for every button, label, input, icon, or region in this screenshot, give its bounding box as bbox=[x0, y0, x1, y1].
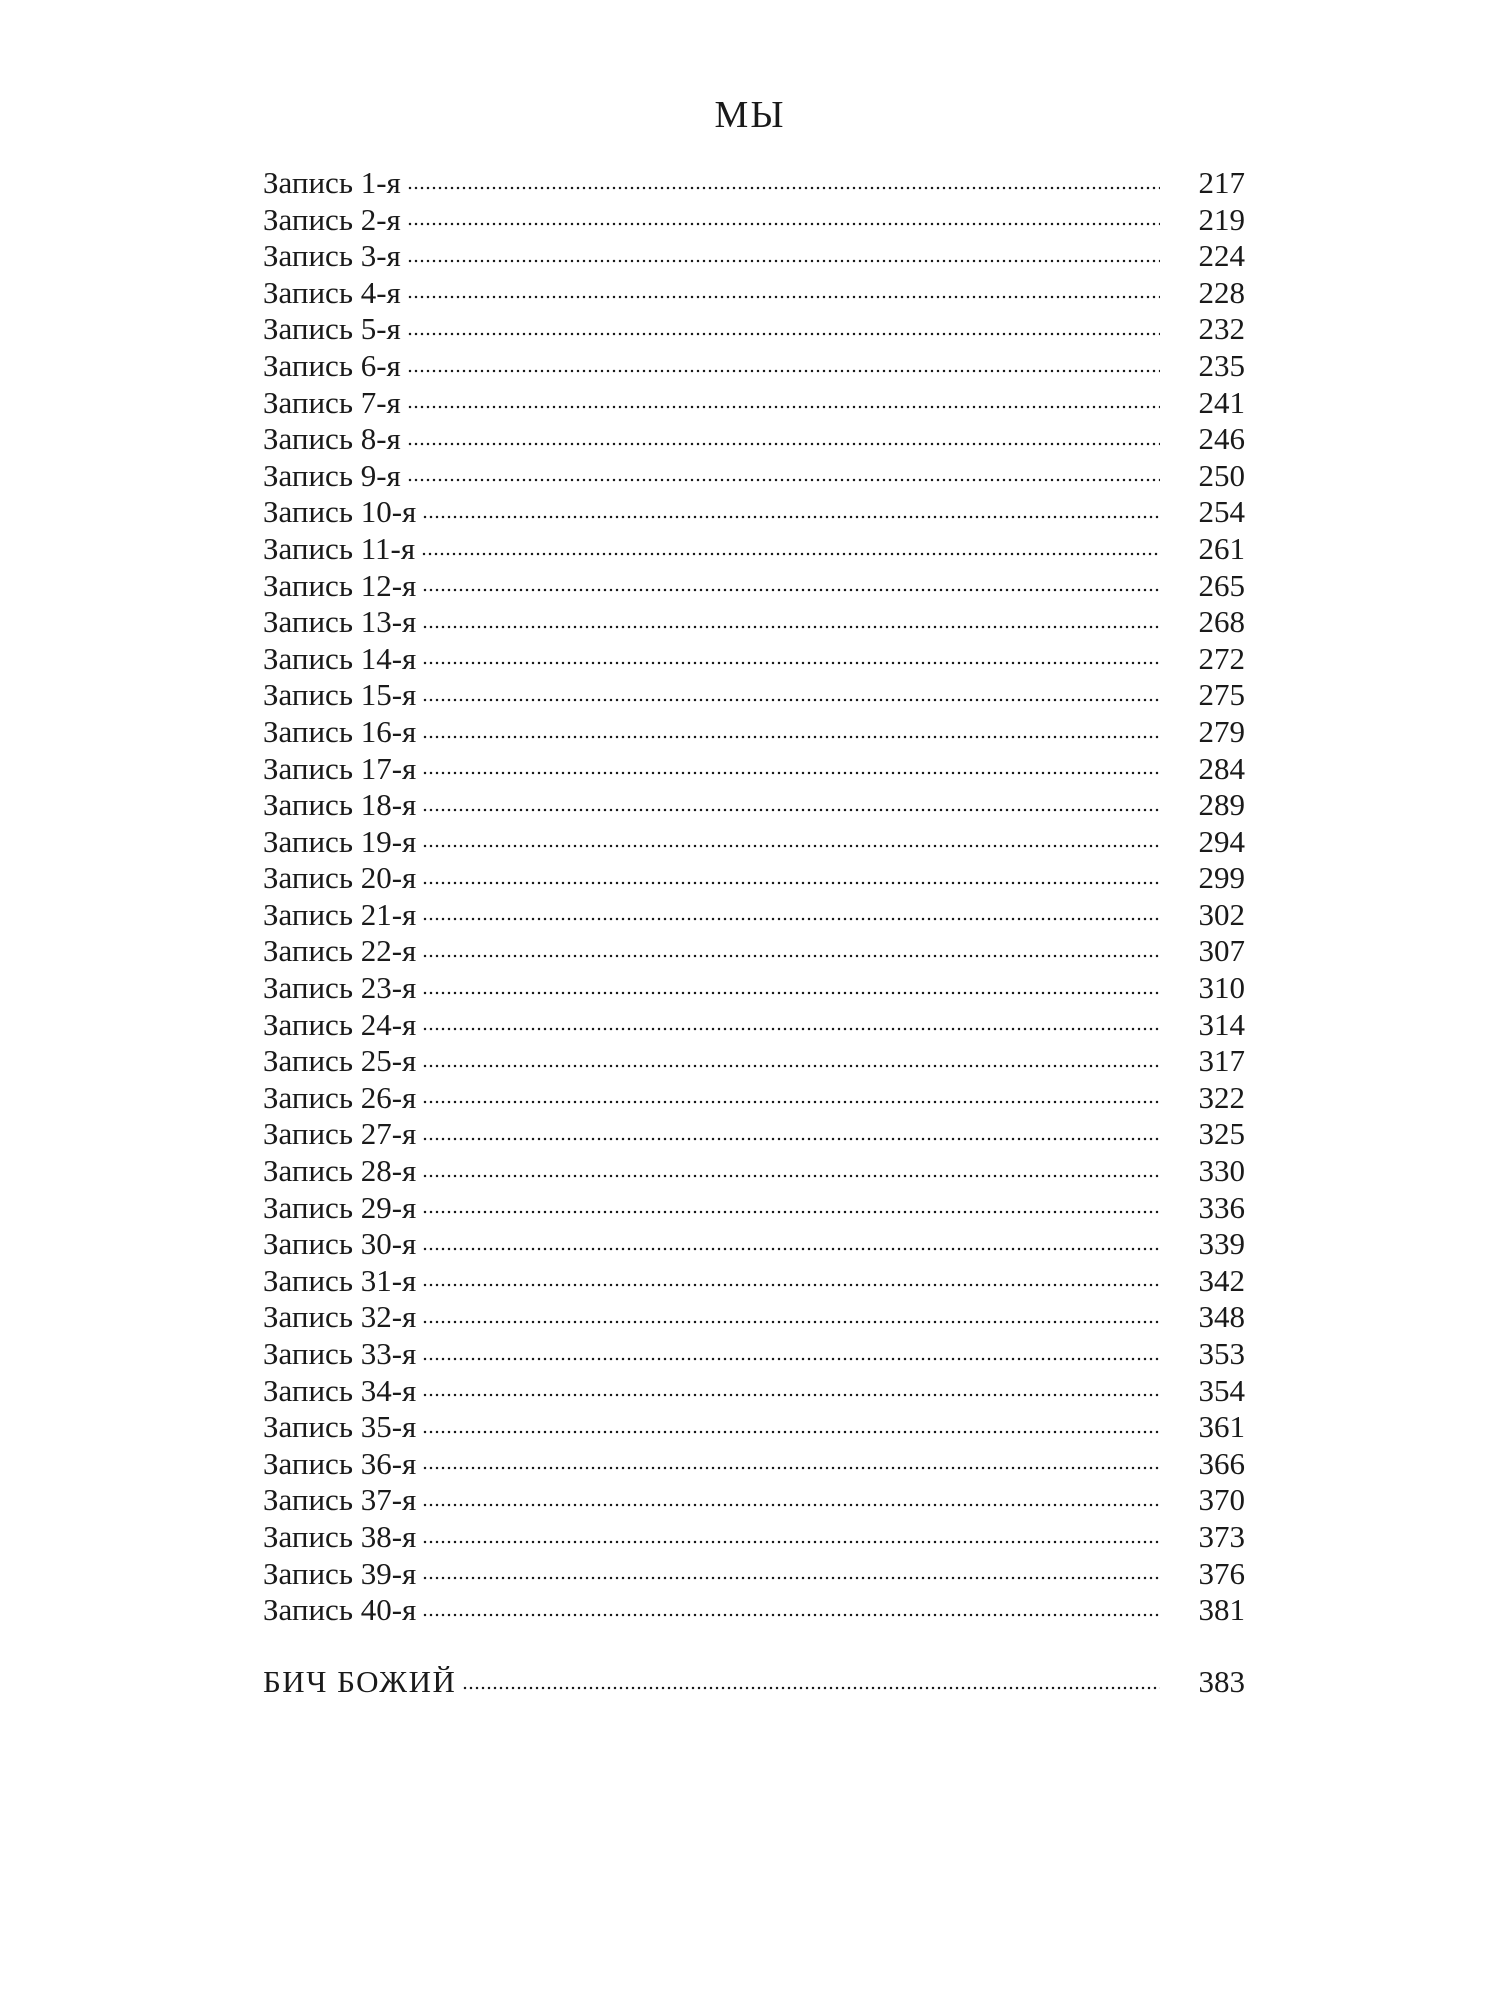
toc-entry-page-number: 339 bbox=[1198, 1226, 1245, 1262]
toc-entry-label: Запись 25-я bbox=[263, 1043, 417, 1079]
dot-leader bbox=[422, 1357, 1160, 1361]
toc-entry-page-number: 246 bbox=[1198, 421, 1245, 457]
toc-entry[interactable] bbox=[263, 641, 1245, 678]
toc-entry-page-number: 254 bbox=[1198, 494, 1245, 530]
toc-entry-label: Запись 30-я bbox=[263, 1226, 417, 1262]
toc-entry-page-number: 217 bbox=[1198, 165, 1245, 200]
toc-entry-label: Запись 33-я bbox=[263, 1336, 417, 1371]
toc-entry-label: Запись 23-я bbox=[263, 970, 417, 1006]
toc-entry[interactable] bbox=[263, 1592, 1245, 1629]
dot-leader bbox=[422, 1027, 1160, 1031]
toc-entry-label: Запись 21-я bbox=[263, 896, 417, 932]
dot-leader bbox=[422, 515, 1160, 519]
toc-entry-page-number: 289 bbox=[1198, 787, 1245, 823]
toc-entry[interactable] bbox=[263, 970, 1245, 1007]
dot-leader bbox=[422, 1247, 1160, 1251]
toc-entry-page-number: 366 bbox=[1198, 1445, 1245, 1481]
toc-entry-label: Запись 34-я bbox=[263, 1372, 417, 1408]
toc-entry-label: Запись 28-я bbox=[263, 1153, 417, 1189]
toc-entry[interactable] bbox=[263, 1662, 1245, 1702]
toc-entry-page-number: 284 bbox=[1198, 750, 1245, 786]
toc-entry-label: Запись 19-я bbox=[263, 823, 417, 859]
toc-entry-page-number: 250 bbox=[1198, 457, 1245, 493]
dot-leader bbox=[422, 771, 1160, 775]
toc-list bbox=[263, 165, 1245, 1629]
toc-entry-page-number: 307 bbox=[1198, 933, 1245, 969]
toc-entry[interactable] bbox=[263, 165, 1245, 202]
toc-entry-page-number: 361 bbox=[1198, 1409, 1245, 1445]
dot-leader bbox=[422, 954, 1160, 958]
dot-leader bbox=[422, 1613, 1160, 1617]
toc-entry[interactable] bbox=[263, 1153, 1245, 1190]
dot-leader bbox=[407, 222, 1160, 226]
toc-entry-label: Запись 10-я bbox=[263, 494, 417, 530]
toc-entry[interactable] bbox=[263, 1556, 1245, 1593]
toc-entry[interactable] bbox=[263, 202, 1245, 239]
toc-entry-page-number: 228 bbox=[1198, 274, 1245, 310]
toc-entry-label: Запись 35-я bbox=[263, 1409, 417, 1445]
toc-entry-label: Запись 29-я bbox=[263, 1189, 417, 1225]
dot-leader bbox=[422, 1503, 1160, 1507]
toc-entry-page-number: 268 bbox=[1198, 604, 1245, 640]
toc-entry-label: Запись 32-я bbox=[263, 1299, 417, 1335]
toc-entry-label: Запись 31-я bbox=[263, 1262, 417, 1298]
toc-entry-page-number: 383 bbox=[1198, 1664, 1245, 1699]
toc-entry[interactable] bbox=[263, 933, 1245, 970]
toc-entry-page-number: 314 bbox=[1198, 1006, 1245, 1042]
toc-entry-page-number: 241 bbox=[1198, 384, 1245, 420]
toc-entry-page-number: 317 bbox=[1198, 1043, 1245, 1079]
toc-entry-page-number: 272 bbox=[1198, 640, 1245, 676]
toc-entry-page-number: 235 bbox=[1198, 347, 1245, 383]
toc-entry-label: Запись 2-я bbox=[263, 201, 401, 237]
toc-entry[interactable] bbox=[263, 677, 1245, 714]
toc-entry[interactable] bbox=[263, 275, 1245, 312]
toc-entry[interactable] bbox=[263, 897, 1245, 934]
dot-leader bbox=[407, 405, 1160, 409]
toc-entry-page-number: 353 bbox=[1198, 1336, 1245, 1371]
dot-leader bbox=[422, 844, 1160, 848]
dot-leader bbox=[422, 588, 1160, 592]
dot-leader bbox=[407, 332, 1160, 336]
toc-entry[interactable] bbox=[263, 1409, 1245, 1446]
toc-entry-label: Запись 40-я bbox=[263, 1592, 417, 1628]
toc-entry-label: Запись 14-я bbox=[263, 640, 417, 676]
toc-entry[interactable] bbox=[263, 787, 1245, 824]
toc-entry[interactable] bbox=[263, 1263, 1245, 1300]
toc-entry-label: Запись 20-я bbox=[263, 860, 417, 896]
toc-entry-label: Запись 4-я bbox=[263, 274, 401, 310]
dot-leader bbox=[407, 259, 1160, 263]
toc-entry[interactable] bbox=[263, 1373, 1245, 1410]
dot-leader bbox=[422, 1064, 1160, 1068]
toc-entry-page-number: 219 bbox=[1198, 201, 1245, 237]
toc-entry[interactable] bbox=[263, 311, 1245, 348]
dot-leader bbox=[422, 1430, 1160, 1434]
dot-leader bbox=[407, 186, 1160, 190]
toc-entry[interactable] bbox=[263, 531, 1245, 568]
toc-entry[interactable] bbox=[263, 348, 1245, 385]
toc-entry-page-number: 381 bbox=[1198, 1592, 1245, 1628]
toc-entry-label: Запись 13-я bbox=[263, 604, 417, 640]
toc-entry-label: Запись 37-я bbox=[263, 1482, 417, 1518]
dot-leader bbox=[422, 1100, 1160, 1104]
toc-entry-label: Запись 15-я bbox=[263, 677, 417, 713]
dot-leader bbox=[422, 735, 1160, 739]
toc-entry[interactable] bbox=[263, 1190, 1245, 1227]
toc-entry-label: Запись 36-я bbox=[263, 1445, 417, 1481]
toc-entry-label: Запись 9-я bbox=[263, 457, 401, 493]
toc-entry[interactable] bbox=[263, 751, 1245, 788]
toc-entry[interactable] bbox=[263, 1519, 1245, 1556]
toc-entry-page-number: 224 bbox=[1198, 238, 1245, 274]
toc-entry-label: Запись 38-я bbox=[263, 1518, 417, 1554]
toc-entry-label: Запись 7-я bbox=[263, 384, 401, 420]
toc-entry-label: Запись 6-я bbox=[263, 347, 401, 383]
toc-entry-page-number: 279 bbox=[1198, 713, 1245, 749]
dot-leader bbox=[407, 369, 1160, 373]
toc-entry[interactable] bbox=[263, 1043, 1245, 1080]
toc-entry-page-number: 330 bbox=[1198, 1153, 1245, 1189]
toc-entry[interactable] bbox=[263, 568, 1245, 605]
toc-entry-page-number: 265 bbox=[1198, 567, 1245, 603]
toc-entry[interactable] bbox=[263, 1226, 1245, 1263]
dot-leader bbox=[422, 625, 1160, 629]
dot-leader bbox=[422, 1466, 1160, 1470]
dot-leader bbox=[422, 991, 1160, 995]
toc-entry-label: Запись 1-я bbox=[263, 165, 401, 200]
dot-leader bbox=[422, 881, 1160, 885]
toc-entry-page-number: 354 bbox=[1198, 1372, 1245, 1408]
toc-final-section bbox=[263, 1662, 1245, 1702]
toc-entry[interactable] bbox=[263, 1007, 1245, 1044]
toc-entry-page-number: 373 bbox=[1198, 1518, 1245, 1554]
dot-leader bbox=[407, 295, 1160, 299]
toc-entry-page-number: 275 bbox=[1198, 677, 1245, 713]
toc-entry-label: Запись 11-я bbox=[263, 530, 416, 566]
dot-leader bbox=[421, 552, 1160, 556]
dot-leader bbox=[422, 698, 1160, 702]
toc-entry-label: Запись 39-я bbox=[263, 1555, 417, 1591]
toc-entry-page-number: 322 bbox=[1198, 1079, 1245, 1115]
toc-entry-label: Запись 5-я bbox=[263, 311, 401, 347]
toc-entry-label: Запись 24-я bbox=[263, 1006, 417, 1042]
toc-entry[interactable] bbox=[263, 1446, 1245, 1483]
toc-entry-page-number: 336 bbox=[1198, 1189, 1245, 1225]
toc-entry-page-number: 299 bbox=[1198, 860, 1245, 896]
toc-entry-label: Запись 26-я bbox=[263, 1079, 417, 1115]
dot-leader bbox=[422, 661, 1160, 665]
dot-leader bbox=[422, 1174, 1160, 1178]
toc-entry-page-number: 325 bbox=[1198, 1116, 1245, 1152]
dot-leader bbox=[422, 1137, 1160, 1141]
dot-leader bbox=[462, 1686, 1160, 1690]
toc-entry[interactable] bbox=[263, 1299, 1245, 1336]
toc-entry-label: Запись 12-я bbox=[263, 567, 417, 603]
toc-entry-page-number: 302 bbox=[1198, 896, 1245, 932]
dot-leader bbox=[407, 442, 1160, 446]
dot-leader bbox=[422, 808, 1160, 812]
toc-entry[interactable] bbox=[263, 824, 1245, 861]
dot-leader bbox=[407, 478, 1160, 482]
toc-entry-page-number: 261 bbox=[1198, 530, 1245, 566]
dot-leader bbox=[422, 1210, 1160, 1214]
dot-leader bbox=[422, 1576, 1160, 1580]
toc-entry[interactable] bbox=[263, 458, 1245, 495]
toc-entry-label: Запись 22-я bbox=[263, 933, 417, 969]
toc-entry[interactable] bbox=[263, 714, 1245, 751]
toc-entry-label: Запись 16-я bbox=[263, 713, 417, 749]
dot-leader bbox=[422, 1320, 1160, 1324]
toc-entry-label: Запись 27-я bbox=[263, 1116, 417, 1152]
toc-entry-label: Запись 8-я bbox=[263, 421, 401, 457]
toc-entry-label: Запись 18-я bbox=[263, 787, 417, 823]
dot-leader bbox=[422, 1283, 1160, 1287]
section-title: МЫ bbox=[714, 94, 786, 136]
toc-entry-page-number: 370 bbox=[1198, 1482, 1245, 1518]
toc-entry[interactable] bbox=[263, 421, 1245, 458]
toc-entry[interactable] bbox=[263, 604, 1245, 641]
toc-entry[interactable] bbox=[263, 494, 1245, 531]
toc-entry[interactable] bbox=[263, 385, 1245, 422]
toc-entry[interactable] bbox=[263, 860, 1245, 897]
toc-entry[interactable] bbox=[263, 1336, 1245, 1373]
dot-leader bbox=[422, 917, 1160, 921]
dot-leader bbox=[422, 1393, 1160, 1397]
toc-entry-label: Запись 17-я bbox=[263, 750, 417, 786]
toc-entry[interactable] bbox=[263, 1080, 1245, 1117]
toc-entry[interactable] bbox=[263, 238, 1245, 275]
toc-entry-page-number: 342 bbox=[1198, 1262, 1245, 1298]
toc-entry-page-number: 376 bbox=[1198, 1555, 1245, 1591]
toc-entry-page-number: 294 bbox=[1198, 823, 1245, 859]
toc-entry-page-number: 348 bbox=[1198, 1299, 1245, 1335]
dot-leader bbox=[422, 1540, 1160, 1544]
toc-entry-label: Запись 3-я bbox=[263, 238, 401, 274]
toc-entry[interactable] bbox=[263, 1116, 1245, 1153]
toc-entry-page-number: 310 bbox=[1198, 970, 1245, 1006]
toc-entry-label: БИЧ БОЖИЙ bbox=[263, 1664, 457, 1699]
toc-entry-page-number: 232 bbox=[1198, 311, 1245, 347]
toc-entry[interactable] bbox=[263, 1482, 1245, 1519]
